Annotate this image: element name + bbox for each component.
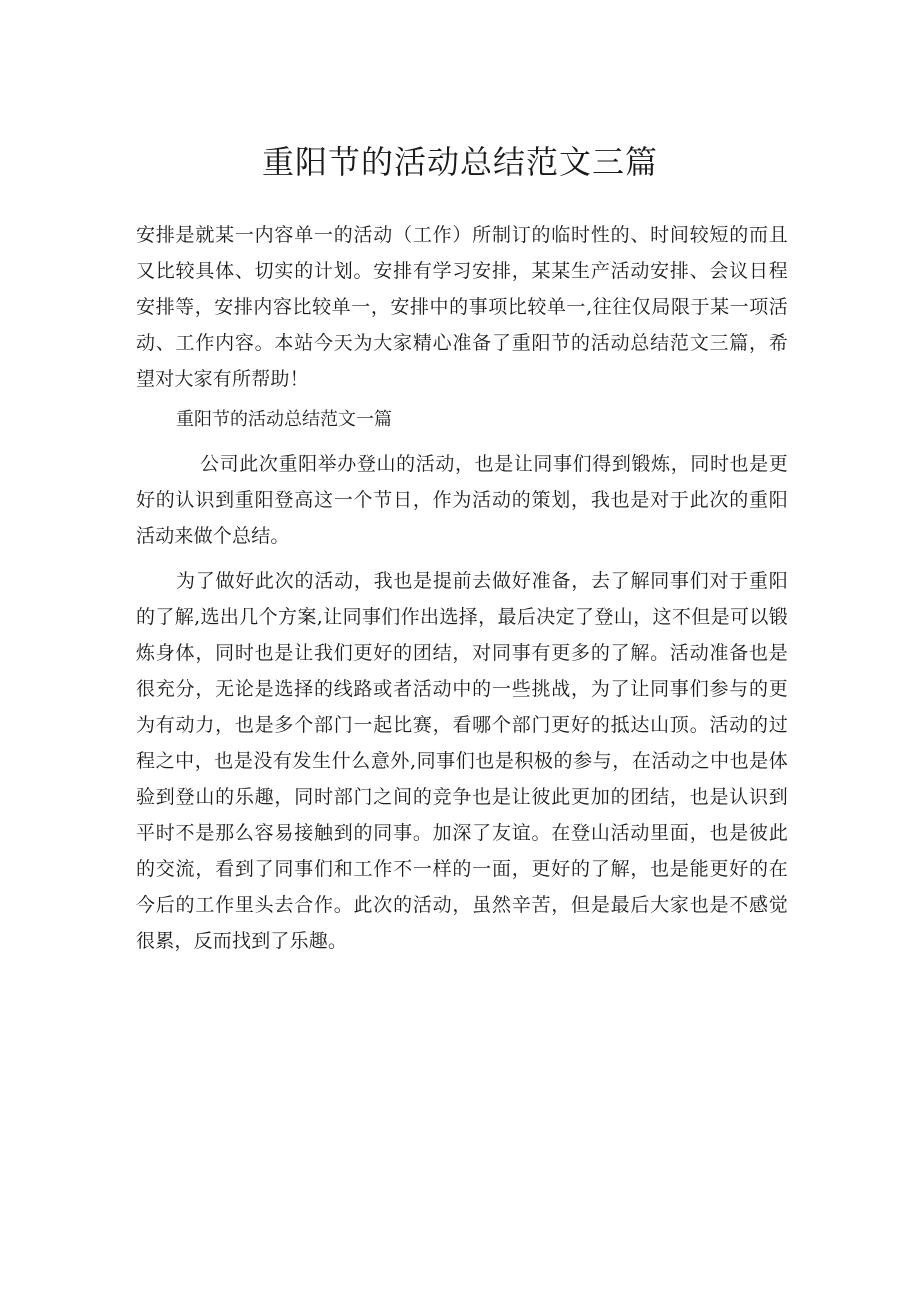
intro-paragraph: 安排是就某一内容单一的活动（工作）所制订的临时性的、时间较短的而且又比较具体、切实的计划。安排有学习安排，某某生产活动安排、会议日程安排等，安排内容比较单一，安排中的事项比较单一,往往仅局限于某一项活动、工作内容。本站今天为大家精心准备了重阳节的活动总结范文三篇，希望对大家有所帮助！ [136, 224, 788, 390]
body-paragraph-1: 公司此次重阳举办登山的活动，也是让同事们得到锻炼，同时也是更好的认识到重阳登高这一个节日，作为活动的策划，我也是对于此次的重阳活动来做个总结。 [136, 453, 788, 547]
document-body [136, 217, 788, 959]
section-heading: 重阳节的活动总结范文一篇 [176, 409, 392, 430]
body-paragraph-2: 为了做好此次的活动，我也是提前去做好准备，去了解同事们对于重阳的了解,选出几个方案,让同事们作出选择，最后决定了登山，这不但是可以锻炼身体，同时也是让我们更好的团结，对同事有更多的了解。活动准备也是很充分，无论是选择的线路或者活动中的一些挑战，为了让同事们参与的更为有动力，也是多个部门一起比赛，看哪个部门更好的抵达山顶。活动的过程之中，也是没有发生什么意外,同事们也是积极的参与，在活动之中也是体验到登山的乐趣，同时部门之间的竞争也是让彼此更加的团结，也是认识到平时不是那么容易接触到的同事。加深了友谊。在登山活动里面，也是彼此的交流，看到了同事们和工作不一样的一面，更好的了解，也是能更好的在今后的工作里头去合作。此次的活动，虽然辛苦，但是最后大家也是不感觉很累，反而找到了乐趣。 [136, 570, 788, 952]
document-title: 重阳节的活动总结范文三篇 [261, 143, 658, 181]
